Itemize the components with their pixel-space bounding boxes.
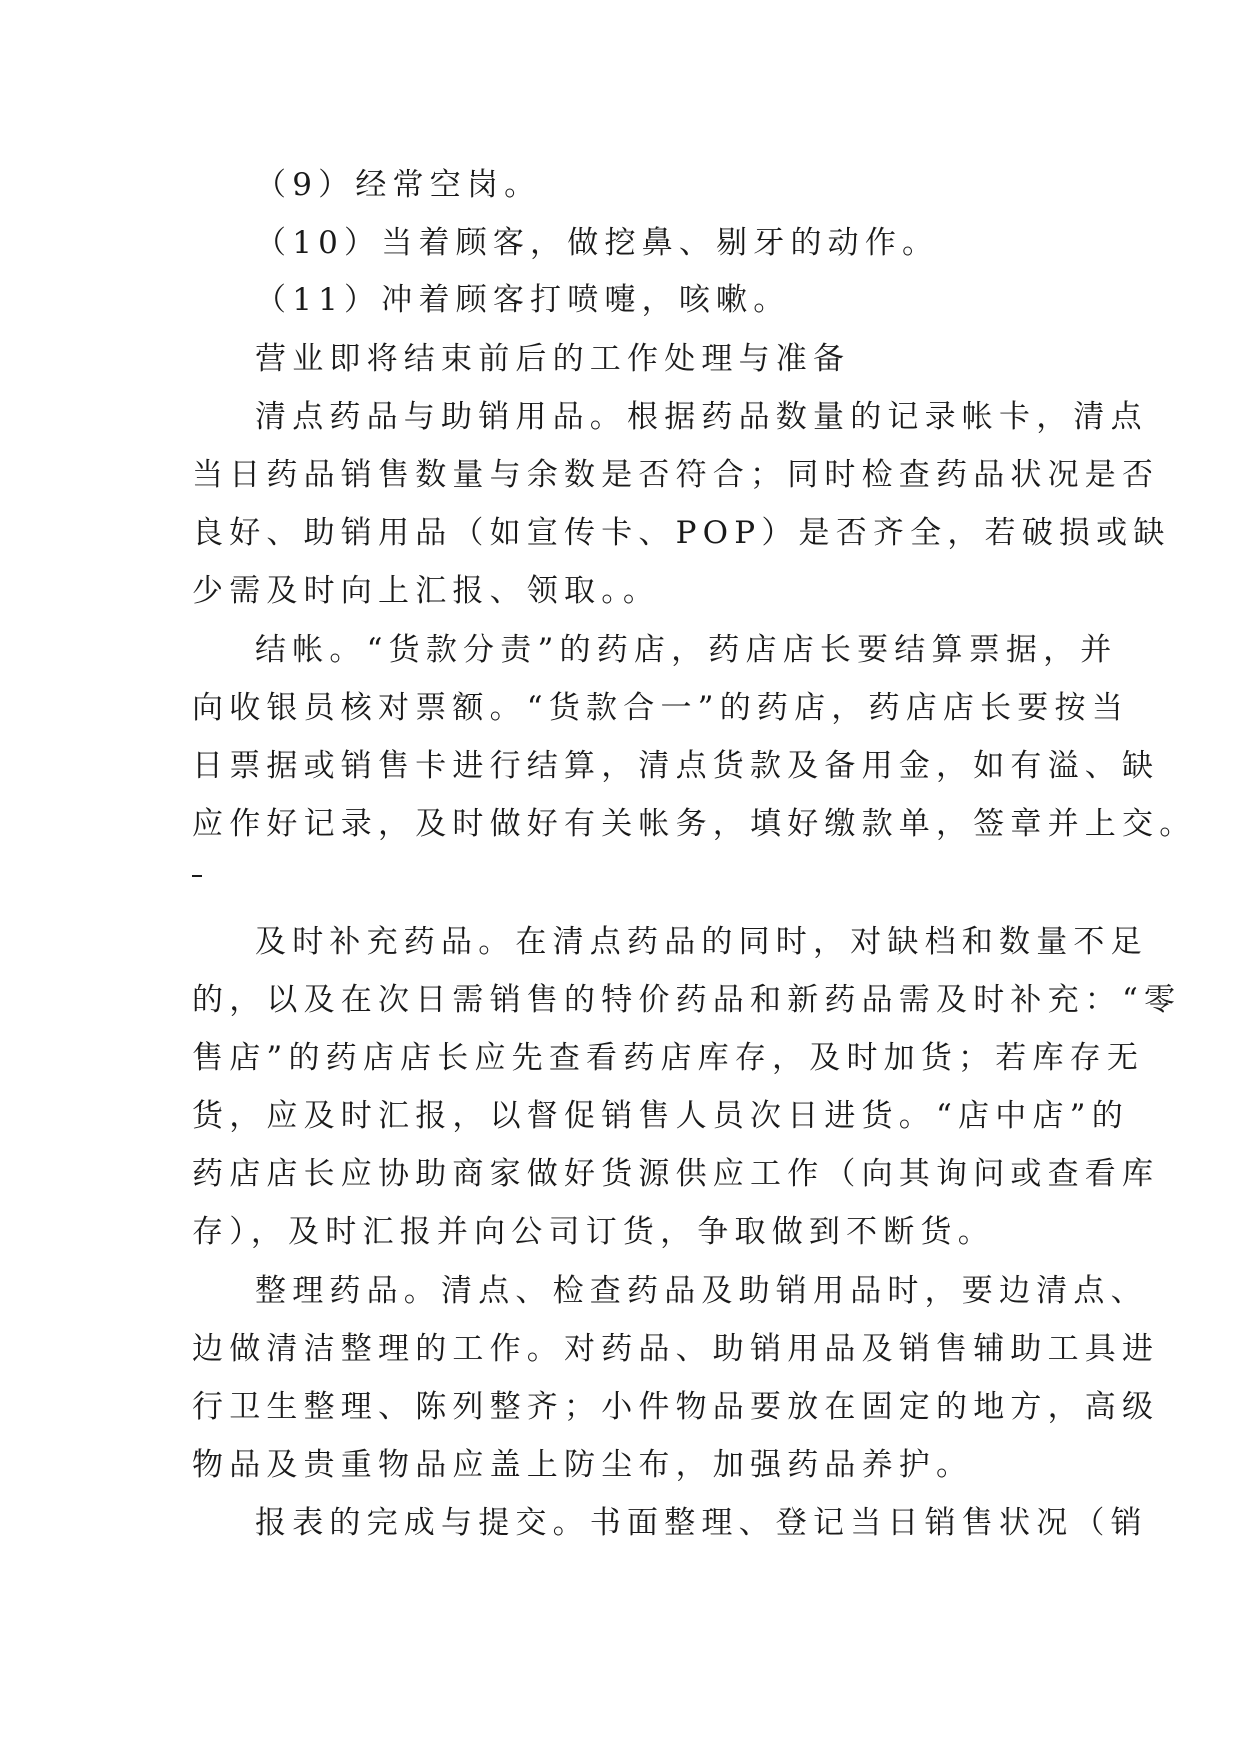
paragraph-line: 边做清洁整理的工作。对药品、助销用品及销售辅助工具进 bbox=[192, 1331, 1160, 1367]
paragraph-line: 当日药品销售数量与余数是否符合；同时检查药品状况是否 bbox=[192, 457, 1160, 493]
paragraph-line: 日票据或销售卡进行结算，清点货款及备用金，如有溢、缺 bbox=[192, 748, 1160, 784]
paragraph-line: 清点药品与助销用品。根据药品数量的记录帐卡，清点 bbox=[255, 399, 1148, 435]
paragraph-line: 及时补充药品。在清点药品的同时，对缺档和数量不足 bbox=[255, 924, 1148, 960]
paragraph-line: 向收银员核对票额。“货款合一”的药店，药店店长要按当 bbox=[192, 690, 1129, 726]
list-item-9: （9）经常空岗。 bbox=[255, 167, 542, 203]
underline-mark bbox=[192, 875, 202, 877]
paragraph-line: 物品及贵重物品应盖上防尘布，加强药品养护。 bbox=[192, 1447, 974, 1483]
paragraph-line: 存），及时汇报并向公司订货，争取做到不断货。 bbox=[192, 1214, 995, 1250]
section-heading: 营业即将结束前后的工作处理与准备 bbox=[255, 341, 851, 377]
paragraph-line: 少需及时向上汇报、领取。。 bbox=[192, 573, 661, 609]
list-item-10: （10）当着顾客，做挖鼻、剔牙的动作。 bbox=[255, 225, 940, 261]
paragraph-line: 药店店长应协助商家做好货源供应工作（向其询问或查看库 bbox=[192, 1156, 1160, 1192]
paragraph-line: 报表的完成与提交。书面整理、登记当日销售状况（销 bbox=[255, 1505, 1148, 1541]
paragraph-line: 整理药品。清点、检查药品及助销用品时，要边清点、 bbox=[255, 1273, 1148, 1309]
paragraph-line: 货，应及时汇报，以督促销售人员次日进货。“店中店”的 bbox=[192, 1098, 1129, 1134]
paragraph-line: 的，以及在次日需销售的特价药品和新药品需及时补充：“零 bbox=[192, 982, 1182, 1018]
list-item-11: （11）冲着顾客打喷嚏，咳嗽。 bbox=[255, 282, 791, 318]
paragraph-line: 应作好记录，及时做好有关帐务，填好缴款单，签章并上交。 bbox=[192, 806, 1197, 842]
paragraph-line: 行卫生整理、陈列整齐；小件物品要放在固定的地方，高级 bbox=[192, 1389, 1160, 1425]
paragraph-line: 良好、助销用品（如宣传卡、POP）是否齐全，若破损或缺 bbox=[192, 515, 1171, 551]
paragraph-line: 结帐。“货款分责”的药店，药店店长要结算票据，并 bbox=[255, 632, 1118, 668]
paragraph-line: 售店”的药店店长应先查看药店库存，及时加货；若库存无 bbox=[192, 1040, 1145, 1076]
